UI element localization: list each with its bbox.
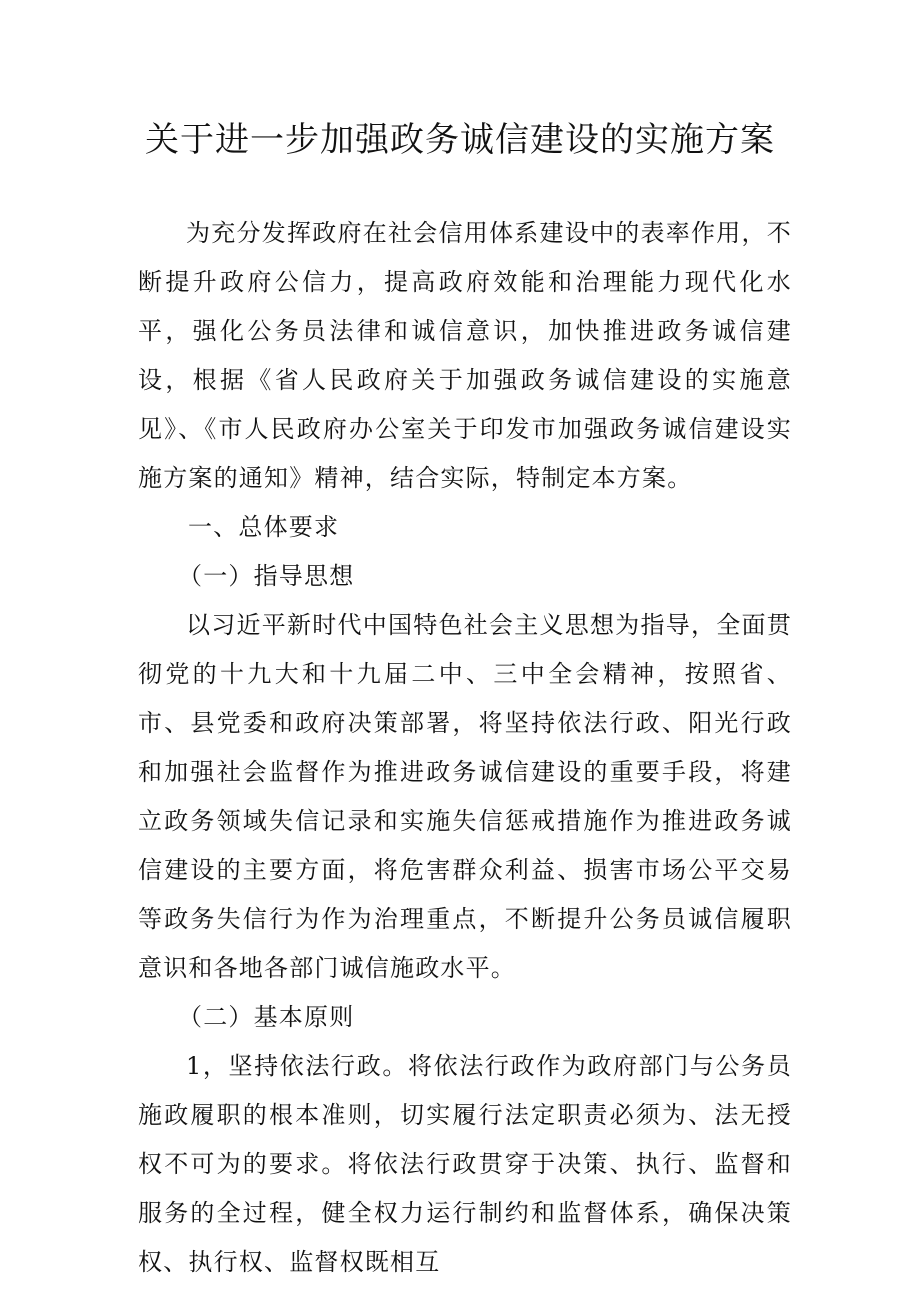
intro-paragraph: 为充分发挥政府在社会信用体系建设中的表率作用，不断提升政府公信力，提高政府效能和治理能力现代化水平，强化公务员法律和诚信意识，加快推进政务诚信建设，根据《省人民政府关于加强政务诚信建设的实施意见》、《市人民政府办公室关于印发市加强政务诚信建设实施方案的通知》精神，结合实际，特制定本方案。 [138, 219, 792, 492]
document-title: 关于进一步加强政务诚信建设的实施方案 [145, 120, 775, 160]
guiding-ideology-paragraph: 以习近平新时代中国特色社会主义思想为指导，全面贯彻党的十九大和十九届二中、三中全会精神，按照省、市、县党委和政府决策部署，将坚持依法行政、阳光行政和加强社会监督作为推进政务诚信建设的重要手段，将建立政务领域失信记录和实施失信惩戒措施作为推进政务诚信建设的主要方面，将危害群众利益、损害市场公平交易等政务失信行为作为治理重点，不断提升公务员诚信履职意识和各地各部门诚信施政水平。 [138, 611, 792, 982]
section-heading-overall-requirements: 一、总体要求 [188, 513, 340, 541]
document-body [138, 209, 792, 1287]
subsection-heading-basic-principles: （二）基本原则 [178, 1003, 355, 1031]
subsection-heading-guiding-ideology: （一）指导思想 [178, 562, 355, 590]
principle-1-paragraph: 1，坚持依法行政。将依法行政作为政府部门与公务员施政履职的根本准则，切实履行法定职责必须为、法无授权不可为的要求。将依法行政贯穿于决策、执行、监督和服务的全过程，健全权力运行制约和监督体系，确保决策权、执行权、监督权既相互 [138, 1052, 792, 1276]
